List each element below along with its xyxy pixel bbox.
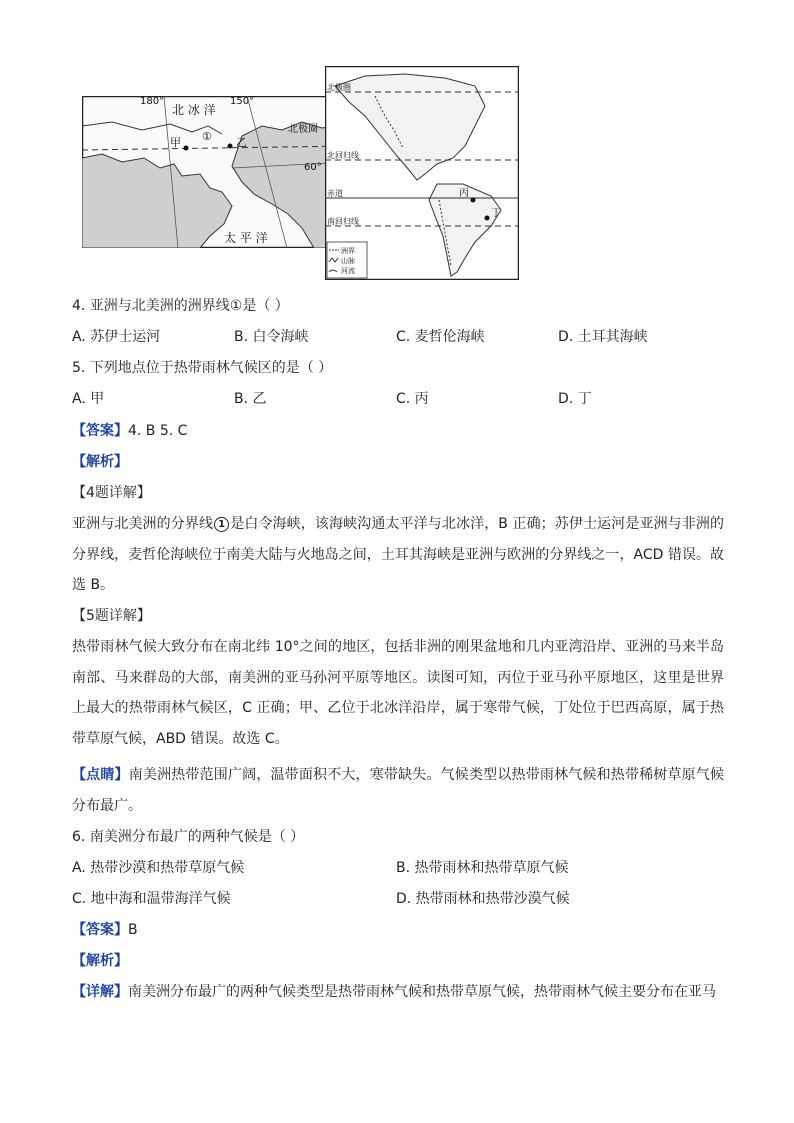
q6-option-d: D. 热带雨林和热带沙漠气候 — [396, 891, 570, 907]
answer6-text: B — [128, 922, 138, 938]
analysis-tag-2 — [72, 951, 128, 971]
answer-tag: 【答案】 — [72, 423, 128, 439]
figure-area — [78, 64, 533, 284]
q5-option-d: D. 丁 — [558, 391, 592, 407]
bering-strait-map — [82, 96, 350, 248]
analysis6-tag-text: 【解析】 — [72, 953, 128, 969]
detail5-tag — [72, 606, 151, 626]
point-jia — [184, 146, 189, 151]
label-lon180: 180° — [140, 96, 165, 107]
label-marker-1: ① — [202, 130, 212, 143]
q4-option-b: B. 白令海峡 — [234, 329, 309, 345]
dianjing-text: 南美洲热带范围广阔，温带面积不大，寒带缺失。气候类型以热带雨林气候和热带稀树草原气候分布最广。 — [72, 767, 725, 814]
q4-option-d: D. 土耳其海峡 — [558, 329, 648, 345]
answer6-tag: 【答案】 — [72, 922, 128, 938]
detail4-tag-text: 【4题详解】 — [72, 485, 151, 501]
americas-map — [325, 66, 519, 280]
label-bing: 丙 — [459, 188, 469, 199]
point-yi — [228, 144, 233, 149]
point-bing — [471, 198, 476, 203]
label-jia: 甲 — [170, 136, 181, 149]
answer-6 — [72, 920, 138, 940]
label-lat60: 60° — [304, 162, 322, 173]
map-legend — [327, 242, 367, 278]
detail5-paragraph: 热带雨林气候大致分布在南北纬 10°之间的地区，包括非洲的刚果盆地和几内亚湾沿岸、亚洲的马来半岛南部、马来群岛的大部，南美洲的亚马孙河平原等地区。读图可知，丙位于亚马孙平原地区，这里是世界上最大的热带雨林气候区，C 正确；甲、乙位于北冰洋沿岸，属于寒带气候，丁处位于巴西高原，属于热带草原气候，ABD 错误。故选 C。 — [72, 639, 724, 747]
label-tropic-capricorn: 南回归线 — [327, 217, 359, 226]
legend-boundary: 洲界 — [341, 247, 355, 255]
detail4-tag — [72, 483, 151, 503]
analysis-tag-text: 【解析】 — [72, 454, 128, 470]
dianjing-paragraph — [72, 760, 724, 821]
q6-option-c: C. 地中海和温带海洋气候 — [72, 891, 231, 907]
detail4-text-2: 是白令海峡，该海峡沟通太平洋与北冰洋，B 正确；苏伊士运河是亚洲与非洲的分界线，麦哲伦海峡位于南美大陆与火地岛之间，土耳其海峡是亚洲与欧洲的分界线之一，ACD 错误。故选 B。 — [72, 516, 725, 593]
q4-option-c: C. 麦哲伦海峡 — [396, 329, 485, 345]
q4-option-a: A. 苏伊士运河 — [72, 329, 161, 345]
label-yi: 乙 — [236, 136, 247, 149]
label-tropic-cancer: 北回归线 — [327, 151, 359, 160]
xiangjie-line — [72, 982, 732, 1002]
q6-option-a: A. 热带沙漠和热带草原气候 — [72, 860, 245, 876]
detail4-text-1: 亚洲与北美洲的分界线 — [72, 516, 214, 532]
point-ding — [485, 216, 490, 221]
xiangjie-text: 南美洲分布最广的两种气候类型是热带雨林气候和热带草原气候，热带雨林气候主要分布在亚马 — [128, 984, 716, 1000]
label-r-arctic: 北极圈 — [327, 83, 351, 92]
label-ding: 丁 — [491, 208, 501, 219]
analysis-tag-1 — [72, 452, 128, 472]
q5-option-a: A. 甲 — [72, 391, 105, 407]
answer-45 — [72, 421, 187, 441]
detail5-tag-text: 【5题详解】 — [72, 608, 151, 624]
label-pacific: 太 平 洋 — [224, 231, 268, 245]
q5-option-b: B. 乙 — [234, 391, 267, 407]
q6-option-b: B. 热带雨林和热带草原气候 — [396, 860, 569, 876]
label-arctic-ocean: 北 冰 洋 — [172, 103, 216, 117]
q4-stem: 4. 亚洲与北美洲的洲界线①是（ ） — [72, 298, 289, 314]
xiangjie-tag: 【详解】 — [72, 984, 128, 1000]
q6-stem: 6. 南美洲分布最广的两种气候是（ ） — [72, 829, 305, 845]
answer-45-text: 4. B 5. C — [128, 423, 188, 439]
dianjing-tag: 【点睛】 — [72, 767, 129, 783]
label-equator: 赤道 — [327, 189, 343, 198]
circled-one-icon: 1 — [214, 517, 229, 532]
label-lon150b: 150° — [230, 96, 255, 107]
q5-option-c: C. 丙 — [396, 391, 429, 407]
label-arctic-circle: 北极圈 — [288, 124, 318, 135]
q5-stem: 5. 下列地点位于热带雨林气候区的是（ ） — [72, 360, 333, 376]
legend-river: 河流 — [341, 267, 355, 275]
detail4-paragraph — [72, 509, 724, 601]
legend-mountain: 山脉 — [341, 257, 355, 265]
